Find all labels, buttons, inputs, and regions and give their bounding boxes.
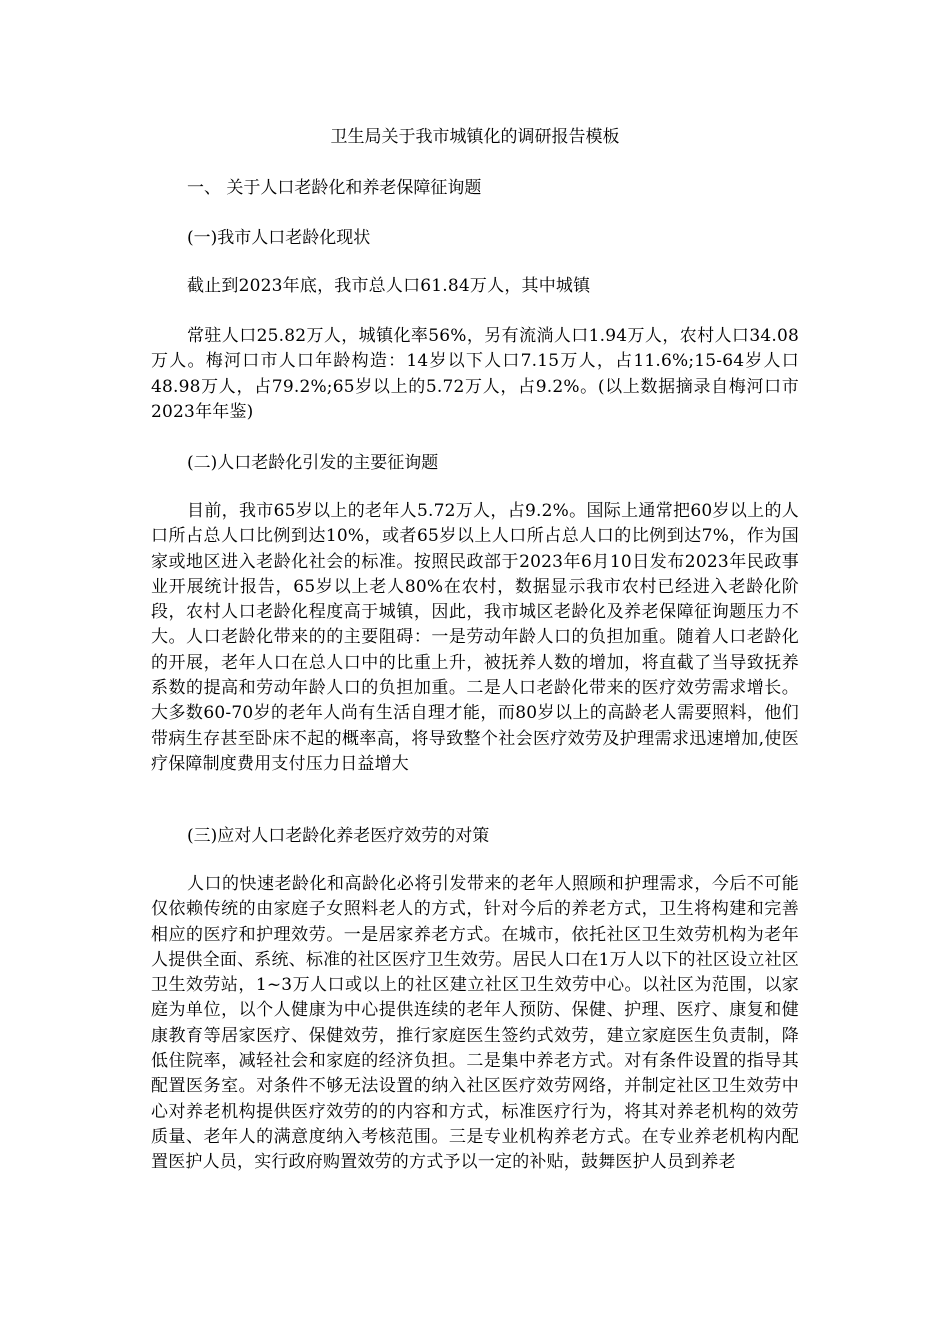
paragraph-population-total: 截止到2023年底，我市总人口61.84万人，其中城镇 xyxy=(187,276,591,296)
document-title: 卫生局关于我市城镇化的调研报告模板 xyxy=(330,127,620,147)
subsection-heading-3: (三)应对人口老龄化养老医疗效劳的对策 xyxy=(187,826,490,846)
subsection-heading-1: (一)我市人口老龄化现状 xyxy=(187,228,371,248)
section-heading-1: 一、 关于人口老龄化和养老保障征询题 xyxy=(187,178,482,198)
subsection-heading-2: (二)人口老龄化引发的主要征询题 xyxy=(187,453,439,473)
paragraph-countermeasures: 人口的快速老龄化和高龄化必将引发带来的老年人照顾和护理需求，今后不可能仅依赖传统的由家庭子女照料老人的方式，针对今后的养老方式，卫生将构建和完善相应的医疗和护理效劳。一是居家养老方式。在城市，依托社区卫生效劳机构为老年人提供全面、系统、标准的社区医疗卫生效劳。居民人口在1万人以下的社区设立社区卫生效劳站，1~3万人口或以上的社区建立社区卫生效劳中心。以社区为范围，以家庭为单位，以个人健康为中心提供连续的老年人预防、保健、护理、医疗、康复和健康教育等居家医疗、保健效劳，推行家庭医生签约式效劳，建立家庭医生负责制，降低住院率，减轻社会和家庭的经济负担。二是集中养老方式。对有条件设置的指导其配置医务室。对条件不够无法设置的纳入社区医疗效劳网络，并制定社区卫生效劳中心对养老机构提供医疗效劳的的内容和方式，标准医疗行为，将其对养老机构的效劳质量、老年人的满意度纳入考核范围。三是专业机构养老方式。在专业养老机构内配置医护人员，实行政府购置效劳的方式予以一定的补贴，鼓舞医护人员到养老 xyxy=(151,874,799,1173)
paragraph-population-structure: 常驻人口25.82万人，城镇化率56%，另有流淌人口1.94万人，农村人口34.08万人。梅河口市人口年龄构造：14岁以下人口7.15万人，占11.6%;15-64岁人口48.98万人，占79.2%;65岁以上的5.72万人，占9.2%。(以上数据摘录自梅河口市2023年年鉴) xyxy=(151,326,799,422)
paragraph-aging-problems: 目前，我市65岁以上的老年人5.72万人，占9.2%。国际上通常把60岁以上的人口所占总人口比例到达10%，或者65岁以上人口所占总人口的比例到达7%，作为国家或地区进入老龄化社会的标准。按照民政部于2023年6月10日发布2023年民政事业开展统计报告，65岁以上老人80%在农村，数据显示我市农村已经进入老龄化阶段，农村人口老龄化程度高于城镇，因此，我市城区老龄化及养老保障征询题压力不大。人口老龄化带来的的主要阻碍：一是劳动年龄人口的负担加重。随着人口老龄化的开展，老年人口在总人口中的比重上升，被抚养人数的增加，将直截了当导致抚养系数的提高和劳动年龄人口的负担加重。二是人口老龄化带来的医疗效劳需求增长。大多数60-70岁的老年人尚有生活自理才能，而80岁以上的高龄老人需要照料，他们带病生存甚至卧床不起的概率高，将导致整个社会医疗效劳及护理需求迅速增加,使医疗保障制度费用支付压力日益增大 xyxy=(151,501,799,774)
